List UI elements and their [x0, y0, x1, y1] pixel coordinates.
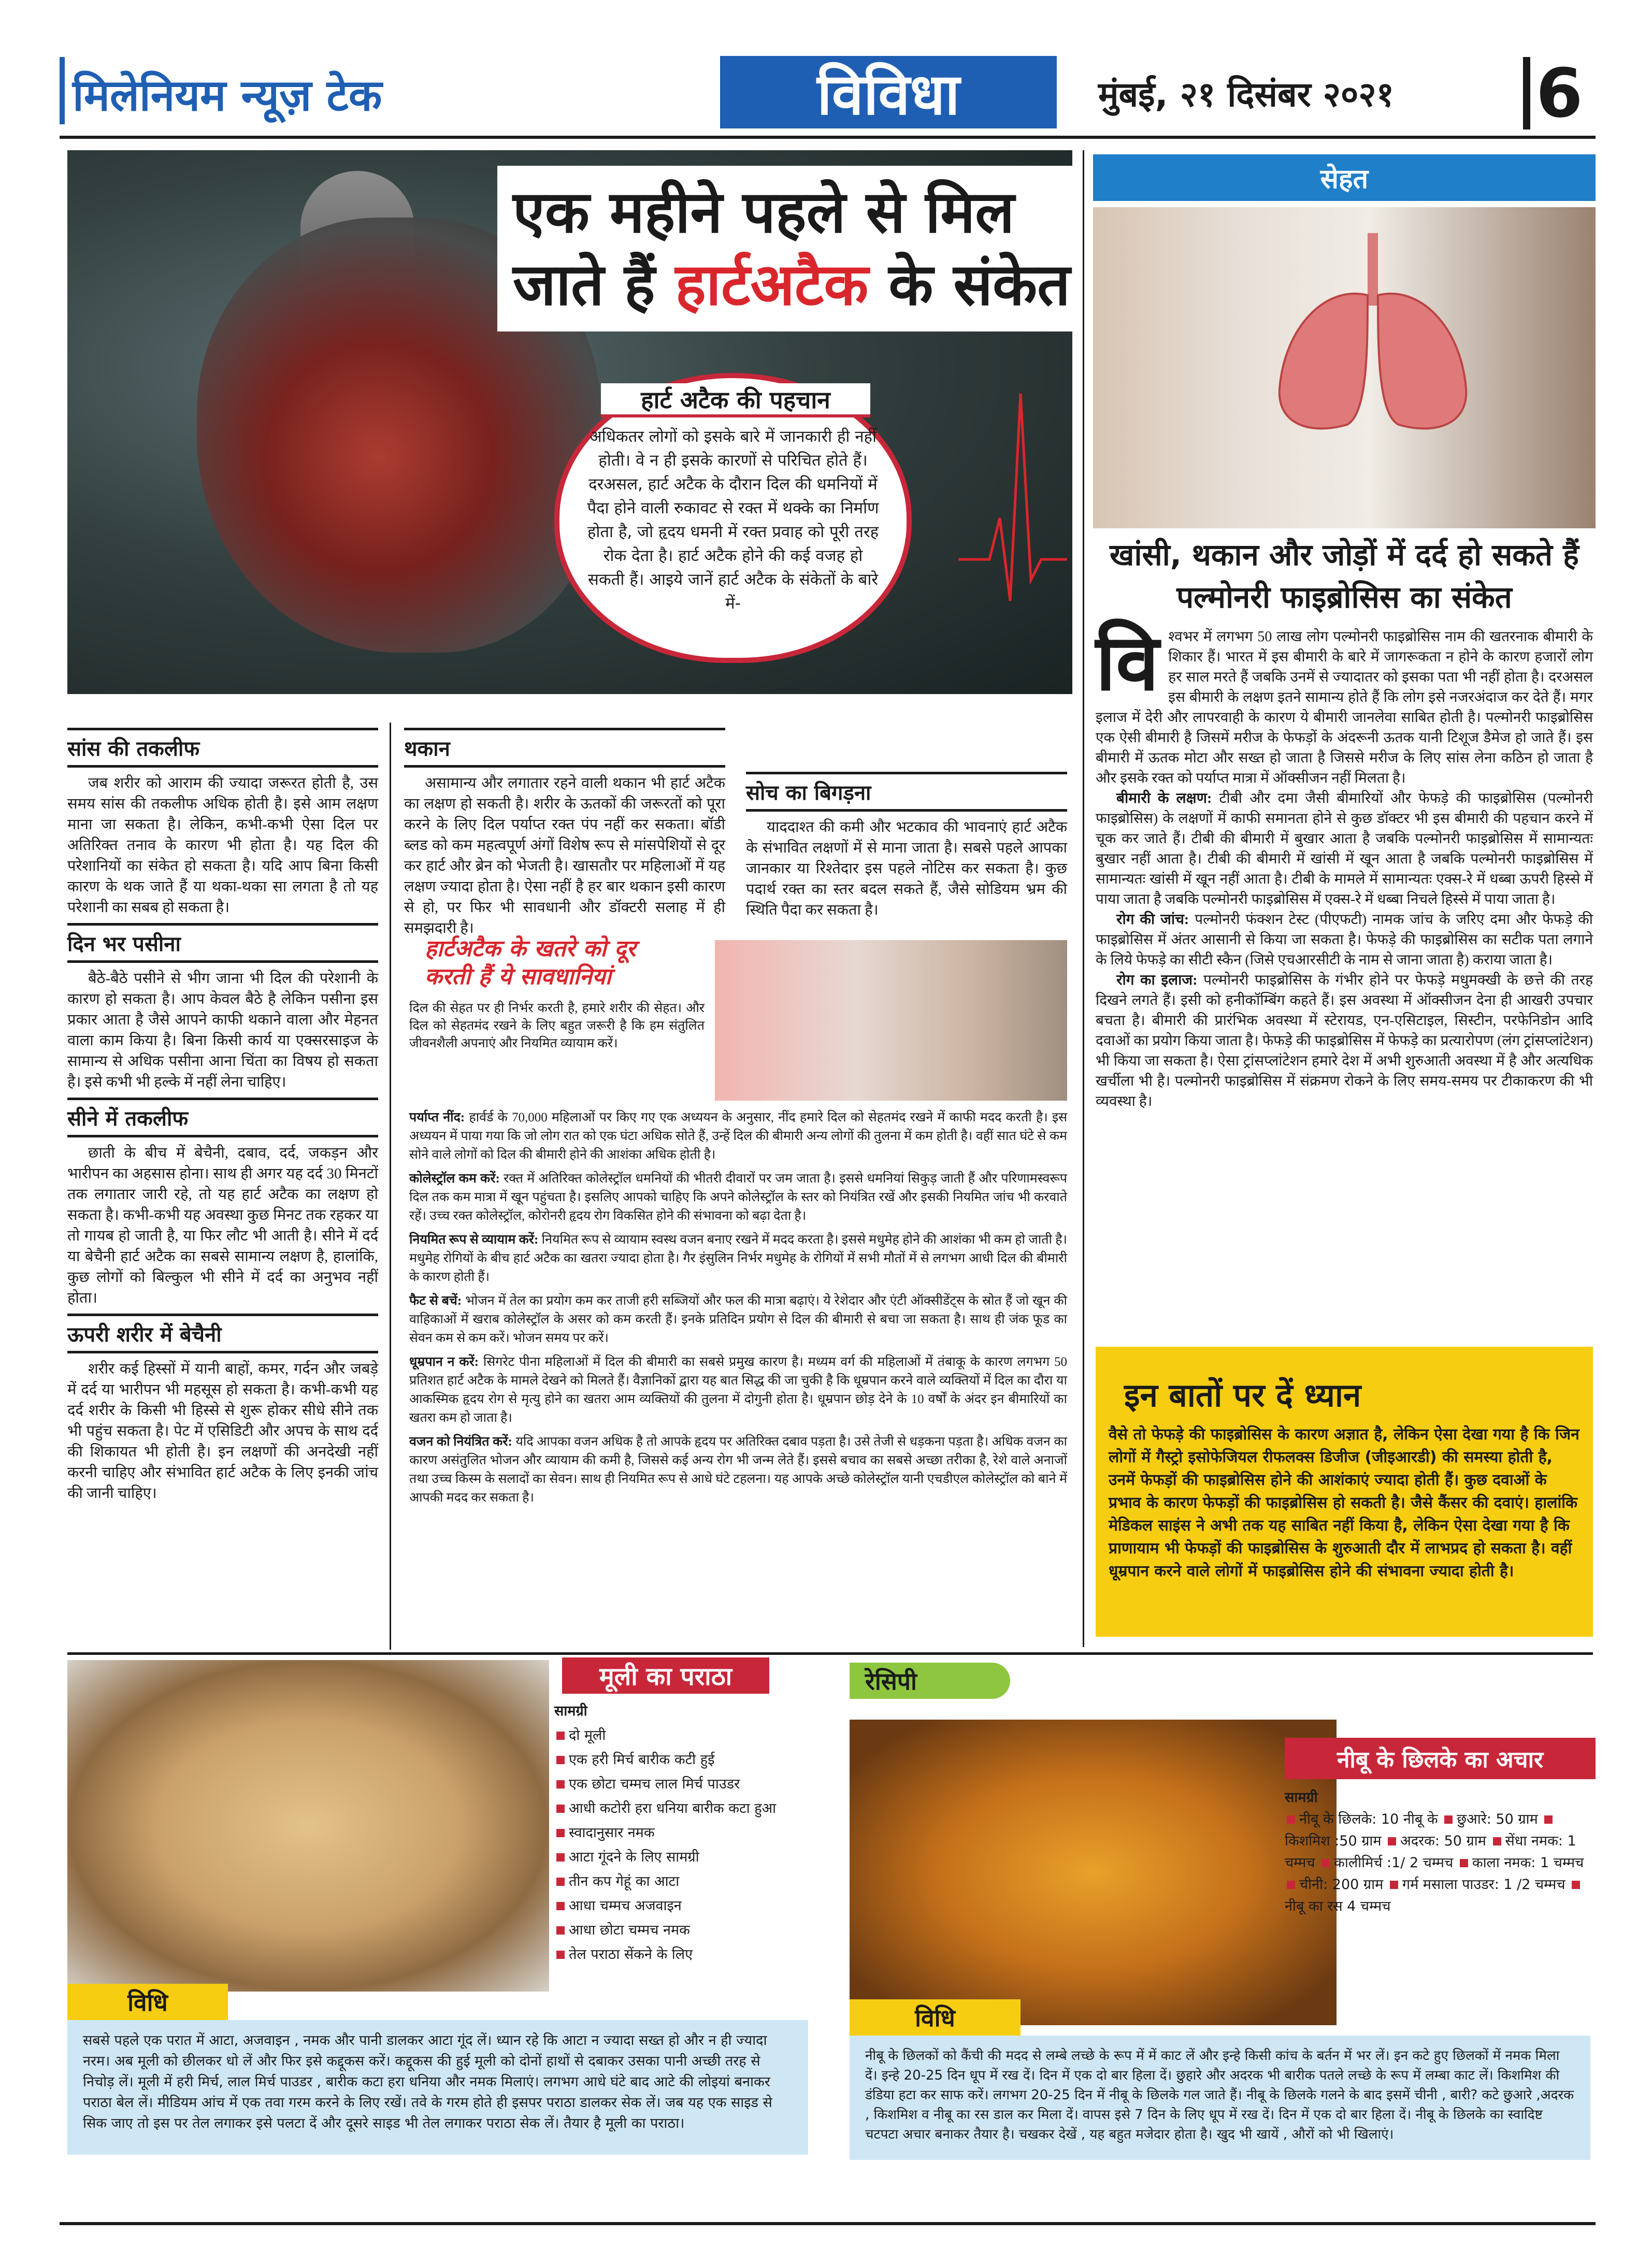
ingredient-item: कालीमिर्च :1/ 2 चम्मच — [1334, 1855, 1454, 1871]
mooli-title: मूली का पराठा — [562, 1657, 769, 1694]
section-text: छाती के बीच में बेचैनी, दबाव, दर्द, जकड़न और भारीपन का अहसास होना। साथ ही अगर यह दर्द 30 मिनटों तक लगातार जारी रहे, तो यह हार्ट अटैक का लक्षण हो सकता है। कभी-कभी यह अवस्था कुछ मिनट तक रहकर या तो गायब हो जाती है, या फिर लौट भी आती है। सीने में दर्द या बेचैनी हार्ट अटैक का सबसे सामान्य लक्षण है, हालांकि, कुछ लोगों को बिल्कुल भी सीने में दर्द का अनुभव नहीं होता। — [67, 1145, 378, 1306]
heart-column-3 — [746, 767, 1067, 932]
prevention-text: यदि आपका वजन अधिक है तो आपके हृदय पर अतिरिक्त दबाव पड़ता है। उसे तेजी से धड़कना पड़ता है। अधिक वजन का कारण असंतुलित भोजन और व्यायाम की कमी है, जिससे कई अन्य रोग भी जन्म लेते हैं। इससे बचाव का सबसे अच्छा तरीका है, रेशे वाले अनाजों तथा उच्च किस्म के सलादों का सेवन। साथ ही नियमित रूप से आधे घंटे टहलना। यह आपके अच्छे कोलेस्ट्रॉल यानी एचडीएल कोलेस्ट्रॉल को बाने में आपकी मदद कर सकता है। — [409, 1435, 1067, 1505]
headline-prefix: जाते हैं — [513, 251, 676, 319]
ingredient-item: दो मूली — [554, 1723, 824, 1748]
sehat-intro: श्वभर में लगभग 50 लाख लोग पल्मोनरी फाइब्रोसिस नाम की खतरनाक बीमारी के शिकार हैं। भारत में इस बीमारी के बारे में जागरूकता न होने के कारण हजारों लोग हर साल मरते हैं जबकि उनमें से ज्यादातर को इसका पता भी नहीं होता है। दरअसल इस बीमारी के लक्षण इतने सामान्य होते हैं कि लोग इसे नजरअंदाज कर देते हैं। मगर इलाज में देरी और लापरवाही के कारण ये बीमारी जानलेवा साबित होती है। पल्मोनरी फाइब्रोसिस एक ऐसी बीमारी है जिसमें मरीज के फेफड़ों के अंदरूनी ऊतक यानी टिशूज डैमेज हो जाते हैं। इस बीमारी में ऊतक मोटा और सख्त हो जाता है जिससे मरीज के लिए सांस लेना कठिन हो जाता है और इसके रक्त को पर्याप्त मात्रा में ऑक्सीजन नहीं मिलता है। — [1096, 629, 1593, 786]
ingredient-item: तेल पराठा सेंकने के लिए — [554, 1942, 824, 1967]
prevention-intro: दिल की सेहत पर ही निर्भर करती है, हमारे शरीर की सेहत। और दिल को सेहतमंद रखने के लिए बहुत जरूरी है कि हम संतुलित जीवनशैली अपनाएं और नियमित व्यायाम करें। — [409, 1001, 705, 1050]
prevention-text: सिगरेट पीना महिलाओं में दिल की बीमारी का सबसे प्रमुख कारण है। मध्यम वर्ग की महिलाओं में तंबाकू के कारण लगभग 50 प्रतिशत हार्ट अटैक के मामले देखने को मिलते हैं। वैज्ञानिकों द्वारा यह बात सिद्ध की जा चुकी है कि धूम्रपान करने वाले व्यक्तियों में दिल का दौरा या आकस्मिक हृदय रोग से मृत्यु होने का खतरा आम व्यक्तियों की तुलना में दोगुनी होता है। धूम्रपान छोड़ देने के 10 वर्षों के अंदर इन बीमारियों का खतरा कम हो जाता है। — [409, 1355, 1067, 1425]
identification-text: अधिकतर लोगों को इसके बारे में जानकारी ही नहीं होती। वे न ही इसके कारणों से परिचित होते हैं। दरअसल, हार्ट अटैक के दौरान दिल की धमनियों में पैदा होने वाली रुकावट से रक्त में थक्के का निर्माण होता है, जो हृदय धमनी में रक्त प्रवाह को पूरी तरह रोक देता है। हार्ट अटैक होने की कई वजह हो सकती हैं। आइये जानें हार्ट अटैक के संकेतों के बारे में- — [587, 427, 879, 613]
ingredient-item: एक हरी मिर्च बारीक कटी हुई — [554, 1748, 824, 1772]
prevention-item — [409, 1231, 1067, 1287]
prevention-item — [409, 1292, 1067, 1348]
page-number: 6 — [1536, 54, 1583, 133]
column-divider — [390, 723, 391, 1650]
section-heading: सांस की तकलीफ — [67, 728, 378, 768]
sehat-label: रोग की जांच: — [1116, 912, 1189, 928]
sehat-paragraph — [1096, 970, 1593, 1112]
lungs-icon — [1264, 233, 1482, 440]
ingredients-label: सामग्री — [1285, 1790, 1318, 1806]
ingredient-item: नीबू के छिलके: 10 नीबू के — [1299, 1811, 1438, 1827]
chest-pain-photo — [715, 940, 1067, 1101]
heart-headline — [497, 166, 1072, 331]
masthead-rule — [60, 136, 1596, 139]
sehat-label: बीमारी के लक्षण: — [1116, 790, 1212, 806]
recipe-rule — [67, 1652, 1593, 1655]
ingredient-item: स्वादानुसार नमक — [554, 1821, 824, 1845]
prevention-label: वजन को नियंत्रित करें: — [409, 1435, 512, 1449]
brand-bar — [60, 57, 65, 124]
ingredient-item: सेंधा नमक: 1 चम्मच — [1285, 1833, 1576, 1871]
ingredient-item: आधा छोटा चम्मच नमक — [554, 1918, 824, 1942]
section-text: असामान्य और लगातार रहने वाली थकान भी हार्ट अटैक का लक्षण हो सकती है। शरीर के ऊतकों की जरूरतों को पूरा करने के लिए दिल पर्याप्त रक्त पंप नहीं कर सकता। बॉडी ब्लड को कम महत्वपूर्ण अंगों विशेष रूप से मांसपेशियों से दूर कर हार्ट और ब्रेन को भेजती है। खासतौर पर महिलाओं में यह लक्षण ज्यादा होता है। ऐसा नहीं है हर बार थकान इसी कारण से हो, पर फिर भी सावधानी और डॉक्टरी सलाह में ही समझदारी है। — [404, 775, 725, 936]
section-heading: दिन भर पसीना — [67, 923, 378, 963]
sehat-text: पल्मोनरी फंक्शन टेस्ट (पीएफटी) नामक जांच के जरिए दमा और फेफड़े की फाइब्रोसिस में अंतर आसानी से किया जा सकता है। फेफड़े की फाइब्रोसिस का सटीक पता लगाने के लिये फेफड़े का सीटी स्कैन (जिसे एचआरसीटी के नाम से जाना जाता है) कराया जाता है। — [1096, 912, 1593, 968]
mooli-method: सबसे पहले एक परात में आटा, अजवाइन , नमक और पानी डालकर आटा गूंद लें। ध्यान रहे कि आटा न ज्यादा सख्त हो और न ही ज्यादा नरम। अब मूली को छीलकर धो लें और फिर इसे कद्दूकस करें। कद्दूकस की हुई मूली को दोनों हाथों से दबाकर उसका पानी अच्छी तरह से निचोड़ लें। मूली में हरी मिर्च, लाल मिर्च पाउडर , बारीक कटा हरा धनिया और नमक मिलाएं। लगभग आधे घंटे बाद आटे की लोइयां बनाकर पराठा बेल लें। मीडियम आंच में एक तवा गरम करने के लिए रखें। तवे के गरम होते ही इसपर पराठा डालकर सेक लें। जब यह एक साइड से सिक जाए तो इस पर तेल लगाकर इसे पलटा दें और दूसरे साइड भी तेल लगाकर पराठा सेक लें। तैयार है मूली का पराठा। — [67, 2020, 808, 2155]
attention-text: वैसे तो फेफड़े की फाइब्रोसिस के कारण अज्ञात है, लेकिन ऐसा देखा गया है कि जिन लोगों में गैस्ट्रो इसोफेजियल रीफलक्स डिजीज (जीइआरडी) की समस्या होती है, उनमें फेफड़ों की फाइब्रोसिस होने की आशंकाएं ज्यादा होती हैं। कुछ दवाओं के प्रभाव के कारण फेफड़ों की फाइब्रोसिस हो सकती है। जैसे कैंसर की दवाएं। हालांकि मेडिकल साइंस ने अभी तक यह साबित नहीं किया है, लेकिन ऐसा देखा गया है कि प्राणायाम भी फेफड़ों की फाइब्रोसिस के शुरुआती दौर में लाभप्रद हो सकता है। वहीं धूम्रपान करने वाले लोगों में फाइब्रोसिस होने की संभावना ज्यादा होती है। — [1109, 1425, 1579, 1580]
section-text: शरीर कई हिस्सों में यानी बाहों, कमर, गर्दन और जबड़े में दर्द या भारीपन भी महसूस हो सकता है। कभी-कभी यह दर्द शरीर के किसी भी हिस्से से शुरू होकर सीधे सीने तक भी पहुंच सकता है। पेट में एसिडिटी और अपच के साथ दर्द की शिकायत भी होती है। इन लक्षणों की अनदेखी नहीं करनी चाहिए और संभावित हार्ट अटैक के लिए इनकी जांच की जानी चाहिए। — [67, 1361, 378, 1502]
recipe-tab: रेसिपी — [850, 1663, 1010, 1699]
headline-line-1: एक महीने पहले से मिल — [513, 179, 1015, 246]
prevention-text: रक्त में अतिरिक्त कोलेस्ट्रॉल धमनियों की भीतरी दीवारों पर जम जाता है। इससे धमनियां सिकुड़ जाती हैं और परिणामस्वरूप दिल तक कम मात्रा में खून पहुंचता है। इसलिए आपको चाहिए कि अपने कोलेस्ट्रॉल के स्तर को नियंत्रित रखें और इसकी नियमित जांच भी करवाते रहें। उच्च रक्त कोलेस्ट्रॉल, कोरोनरी हृदय रोग विकसित होने की संभावना को बढ़ा देता है। — [409, 1172, 1067, 1223]
ingredient-item: आटा गूंदने के लिए सामग्री — [554, 1845, 824, 1869]
sehat-text: पल्मोनरी फाइब्रोसिस के गंभीर होने पर फेफड़े मधुमक्खी के छत्ते की तरह दिखने लगते हैं। इसी को हनीकॉम्बिंग कहते हैं। इस अवस्था में ऑक्सीजन देना ही आखरी उपचार बचता है। बीमारी की प्रारंभिक अवस्था में स्टेरायड, एन-एसिटाइल, सिस्टीन, परफेनिडोन आदि दवाओं का प्रयोग किया जाता है। फेफड़े की फाइब्रोसिस में फेफड़े का प्रत्यारोपण (लंग ट्रांसप्लांटेशन) भी किया जा सकता है। ऐसा ट्रांसप्लांटेशन हमारे देश में अभी शुरुआती अवस्था में है और अत्यधिक खर्चीला भी है। पल्मोनरी फाइब्रोसिस में संक्रमण रोकने के लिए समय-समय पर टीकाकरण की भी व्यवस्था है। — [1096, 972, 1593, 1109]
ingredient-item: काला नमक: 1 चम्मच — [1472, 1855, 1584, 1871]
mooli-ingredients — [554, 1699, 824, 1989]
identification-title: हार्ट अटैक की पहचान — [601, 383, 870, 417]
mooli-method-tab: विधि — [67, 1984, 228, 2020]
page-bottom-rule — [60, 2222, 1596, 2225]
section-heading: सोच का बिगड़ना — [746, 772, 1067, 812]
section-heading: सीने में तकलीफ — [67, 1098, 378, 1137]
sehat-article — [1096, 618, 1593, 1336]
sehat-text: टीबी और दमा जैसी बीमारियों और फेफड़े की फाइब्रोसिस (पल्मोनरी फाइब्रोसिस) के लक्षणों में काफी समानता होने से कुछ डॉक्टर भी इस बीमारी की पहचान करने में चूक कर जाते हैं। टीबी की बीमारी में बुखार आता है जबकि पल्मोनरी फाइब्रोसिस में सामान्यतः बुखार नहीं आता है। टीबी की बीमारी में खांसी में खून आता है जबकि पल्मोनरी फाइब्रोसिस में सामान्यतः खांसी में खून नहीं आता है। टीबी के मामले में सामान्यतः एक्स-रे में धब्बा ऊपरी हिस्से में पाया जाता है जबकि पल्मोनरी फाइब्रोसिस में एक्स-रे में धब्बा निचले हिस्से में पाया जाता है। — [1096, 790, 1593, 907]
section-text: बैठे-बैठे पसीने से भीग जाना भी दिल की परेशानी के कारण हो सकता है। आप केवल बैठे है लेकिन पसीना इस प्रकार आता है जैसे आपने काफी थकाने वाला और मेहनत वाला काम किया है। बिना किसी कार्य या एक्सरसाइज के सामान्य से अधिक पसीना आना चिंता का विषय हो सकता है। इसे कभी भी हल्के में नहीं लेना चाहिए। — [67, 970, 378, 1090]
ingredient-item: आधा चम्मच अजवाइन — [554, 1894, 824, 1918]
prevention-label: फैट से बचें: — [409, 1294, 462, 1308]
heart-column-2 — [404, 723, 725, 936]
date-line: मुंबई, २१ दिसंबर २०२१ — [1098, 75, 1394, 114]
headline-suffix: के संकेत — [868, 251, 1070, 319]
prevention-item — [409, 1433, 1067, 1507]
ecg-line-icon — [958, 363, 1067, 622]
column-divider — [1083, 150, 1084, 1647]
achar-photo — [850, 1720, 1337, 2025]
ingredient-item: तीन कप गेहूं का आटा — [554, 1869, 824, 1894]
ingredient-item: अदरक: 50 ग्राम — [1400, 1833, 1486, 1849]
section-title: विविधा — [720, 56, 1057, 128]
ingredient-item: आधी कटोरी हरा धनिया बारीक कटा हुआ — [554, 1796, 824, 1821]
attention-box — [1096, 1347, 1593, 1637]
section-heading: ऊपरी शरीर में बेचैनी — [67, 1314, 378, 1353]
prevention-text: भोजन में तेल का प्रयोग कम कर ताजी हरी सब्जियों और फल की मात्रा बढ़ाएं। ये रेशेदार और एंटी ऑक्सीडेंट्स के स्रोत हैं जो खून की वाहिकाओं में खराब कोलेस्ट्रॉल के असर को कम करती हैं। इनके प्रतिदिन प्रयोग से दिल की बीमारी से बचा जा सकता है। साथ ही जंक फूड का सेवन कम से कम करें। भोजन समय पर करें। — [409, 1294, 1067, 1345]
ingredient-item: चीनी: 200 ग्राम — [1299, 1877, 1384, 1893]
achar-title: नीबू के छिलके का अचार — [1285, 1738, 1596, 1779]
prevention-label: पर्याप्त नींद: — [409, 1111, 465, 1124]
prevention-item — [409, 1108, 1067, 1164]
sehat-headline: खांसी, थकान और जोड़ों में दर्द हो सकते हैं पल्मोनरी फाइब्रोसिस का संकेत — [1110, 537, 1579, 615]
section-text: जब शरीर को आराम की ज्यादा जरूरत होती है, उस समय सांस की तकलीफ अधिक होती है। इसे आम लक्षण माना जा सकता है। लेकिन, कभी-कभी ऐसा दिल पर अतिरिक्त तनाव के कारण भी होता है। यह दिल की परेशानियों का संकेत हो सकता है। यदि आप बिना किसी कारण के थक जाते हैं या थका-थका सा लगता है तो यह परेशानी का सबब हो सकता है। — [67, 775, 378, 916]
ingredients-label: सामग्री — [554, 1703, 587, 1719]
ingredient-item: नीबू का रस 4 चम्मच — [1285, 1898, 1391, 1914]
prevention-item — [409, 1170, 1067, 1225]
sehat-paragraph — [1096, 788, 1593, 910]
paratha-photo — [67, 1660, 549, 1992]
prevention-text: हार्वर्ड के 70,000 महिलाओं पर किए गए एक अध्ययन के अनुसार, नींद हमारे दिल को सेहतमंद रखने में काफी मदद करती है। इस अध्ययन में पाया गया कि जो लोग रात को एक घंटा अधिक सोते हैं, उन्हें दिल की बीमारी अन्य लोगों की तुलना में कम होती है। वहीं सात घंटे से कम सोने वाले लोगों को दिल की बीमारी होने की आशंका अधिक होती है। — [409, 1111, 1068, 1162]
headline-highlight: हार्टअटैक — [675, 251, 869, 319]
achar-method: नीबू के छिलकों को कैंची की मदद से लम्बे लच्छे के रूप में में काट लें और इन्हे किसी कांच के बर्तन में भर लें। इन कटे हुए छिलकों में नमक मिला दें। इन्हे 20-25 दिन धूप में रख दें। दिन में एक दो बार हिला दें। छुहारे और अदरक भी बारीक पतले लच्छे के रूप में लम्बा काट लें। किशमिश की डंडिया हटा कर साफ करें। लगभग 20-25 दिन में नीबू के छिलके गल जाते हैं। नीबू के छिलके गलने के बाद इसमें चीनी , बारी? कटे छुआरे ,अदरक , किशमिश व नीबू का रस डाल कर मिला दें। वापस इसे 7 दिन के लिए धूप में रख दें। दिन में एक दो बार हिला दें। नीबू के छिलके का स्वादिष्ट चटपटा अचार बनाकर तैयार है। चखकर देखें , यह बहुत मजेदार होता है। खुद भी खायें , औरों को भी खिलाएं। — [850, 2036, 1590, 2160]
attention-title: इन बातों पर दें ध्यान — [1124, 1376, 1361, 1414]
section-heading: थकान — [404, 728, 725, 768]
ingredient-item: किशमिश :50 ग्राम — [1285, 1833, 1382, 1849]
section-text: याददाश्त की कमी और भटकाव की भावनाएं हार्ट अटैक के संभावित लक्षणों में से माना जाता है। सबसे पहले आपका जानकार या रिश्तेदार इस पहले नोटिस कर सकता है। कुछ पदार्थ रक्त का स्तर बदल सकते हैं, जैसे सोडियम भ्रम की स्थिति पैदा कर सकता है। — [746, 819, 1067, 918]
sehat-paragraph — [1096, 910, 1593, 970]
prevention-text: नियमित रूप से व्यायाम स्वस्थ वजन बनाए रखने में मदद करता है। इससे मधुमेह होने की आशंका भी कम हो जाती है। मधुमेह रोगियों के बीच हार्ट अटैक का खतरा ज्यादा होता है। गैर इंसुलिन निर्भर मधुमेह के रोगियों में सभी मौतों में से लगभग आधी दिल की बीमारी के कारण होती हैं। — [409, 1233, 1067, 1284]
achar-ingredients — [1285, 1787, 1596, 2010]
dropcap: वि — [1096, 618, 1159, 708]
heart-column-1 — [67, 723, 378, 1650]
page-bar — [1523, 57, 1530, 129]
ingredient-item: छुआरे: 50 ग्राम — [1457, 1811, 1538, 1827]
prevention-label: कोलेस्ट्रॉल कम करें: — [409, 1172, 500, 1186]
achar-method-tab: विधि — [850, 1999, 1021, 2036]
prevention-list — [409, 1108, 1067, 1647]
ingredient-item: गर्म मसाला पाउडर: 1 /2 चम्मच — [1402, 1877, 1565, 1893]
ingredient-item: एक छोटा चम्मच लाल मिर्च पाउडर — [554, 1772, 824, 1796]
prevention-label: धूम्रपान न करें: — [409, 1355, 479, 1369]
prevention-item — [409, 1353, 1067, 1427]
brand-logo: मिलेनियम न्यूज़ टेक — [73, 69, 382, 121]
prevention-heading: हार्टअटैक के खतरे को दूर करती हैं ये सावधानियां — [425, 935, 636, 990]
prevention-label: नियमित रूप से व्यायाम करें: — [409, 1233, 539, 1247]
headline-line-2 — [513, 249, 1072, 321]
sehat-label: रोग का इलाज: — [1116, 972, 1198, 988]
sehat-tab: सेहत — [1093, 154, 1596, 201]
